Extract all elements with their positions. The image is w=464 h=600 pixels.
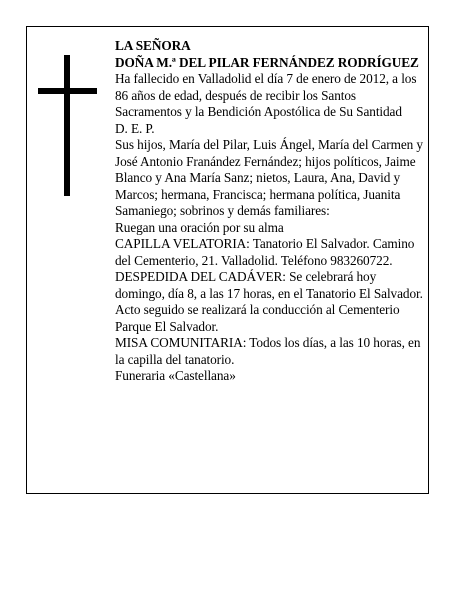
mass-info: MISA COMUNITARIA: Todos los días, a las 10 horas, en la capilla del tanatorio.	[115, 335, 421, 367]
deceased-name: DOÑA M.ª DEL PILAR FERNÁNDEZ RODRÍGUEZ	[115, 54, 419, 70]
rest-in-peace: D. E. P.	[115, 120, 155, 136]
cross-vertical-bar	[64, 55, 70, 196]
farewell-info: DESPEDIDA DEL CADÁVER: Se celebrará hoy domingo, día 8, a las 17 horas, en el Tanatorio El Salvador. Acto seguido se realizará la conducción al Cementerio Parque El Salvador.	[115, 269, 423, 334]
cross-horizontal-bar	[38, 88, 97, 94]
death-announcement: Ha fallecido en Valladolid el día 7 de enero de 2012, a los 86 años de edad, después de recibir los Santos Sacramentos y la Bendición Apostólica de Su Santidad	[115, 71, 417, 119]
chapel-info: CAPILLA VELATORIA: Tanatorio El Salvador. Camino del Cementerio, 21. Valladolid. Teléfono 983260722.	[115, 236, 415, 268]
funeral-home: Funeraria «Castellana»	[115, 368, 236, 383]
obituary-text	[115, 38, 425, 385]
prayer-request: Ruegan una oración por su alma	[115, 219, 284, 235]
notice-heading-title: LA SEÑORA	[115, 38, 191, 53]
cross-icon	[38, 55, 97, 196]
family-list: Sus hijos, María del Pilar, Luis Ángel, María del Carmen y José Antonio Franández Fernández; hijos políticos, Jaime Blanco y Ana María Sanz; nietos, Laura, Ana, David y Marcos; hermana, Francisca; hermana política, Juanita Samaniego; sobrinos y demás familiares:	[115, 137, 423, 218]
